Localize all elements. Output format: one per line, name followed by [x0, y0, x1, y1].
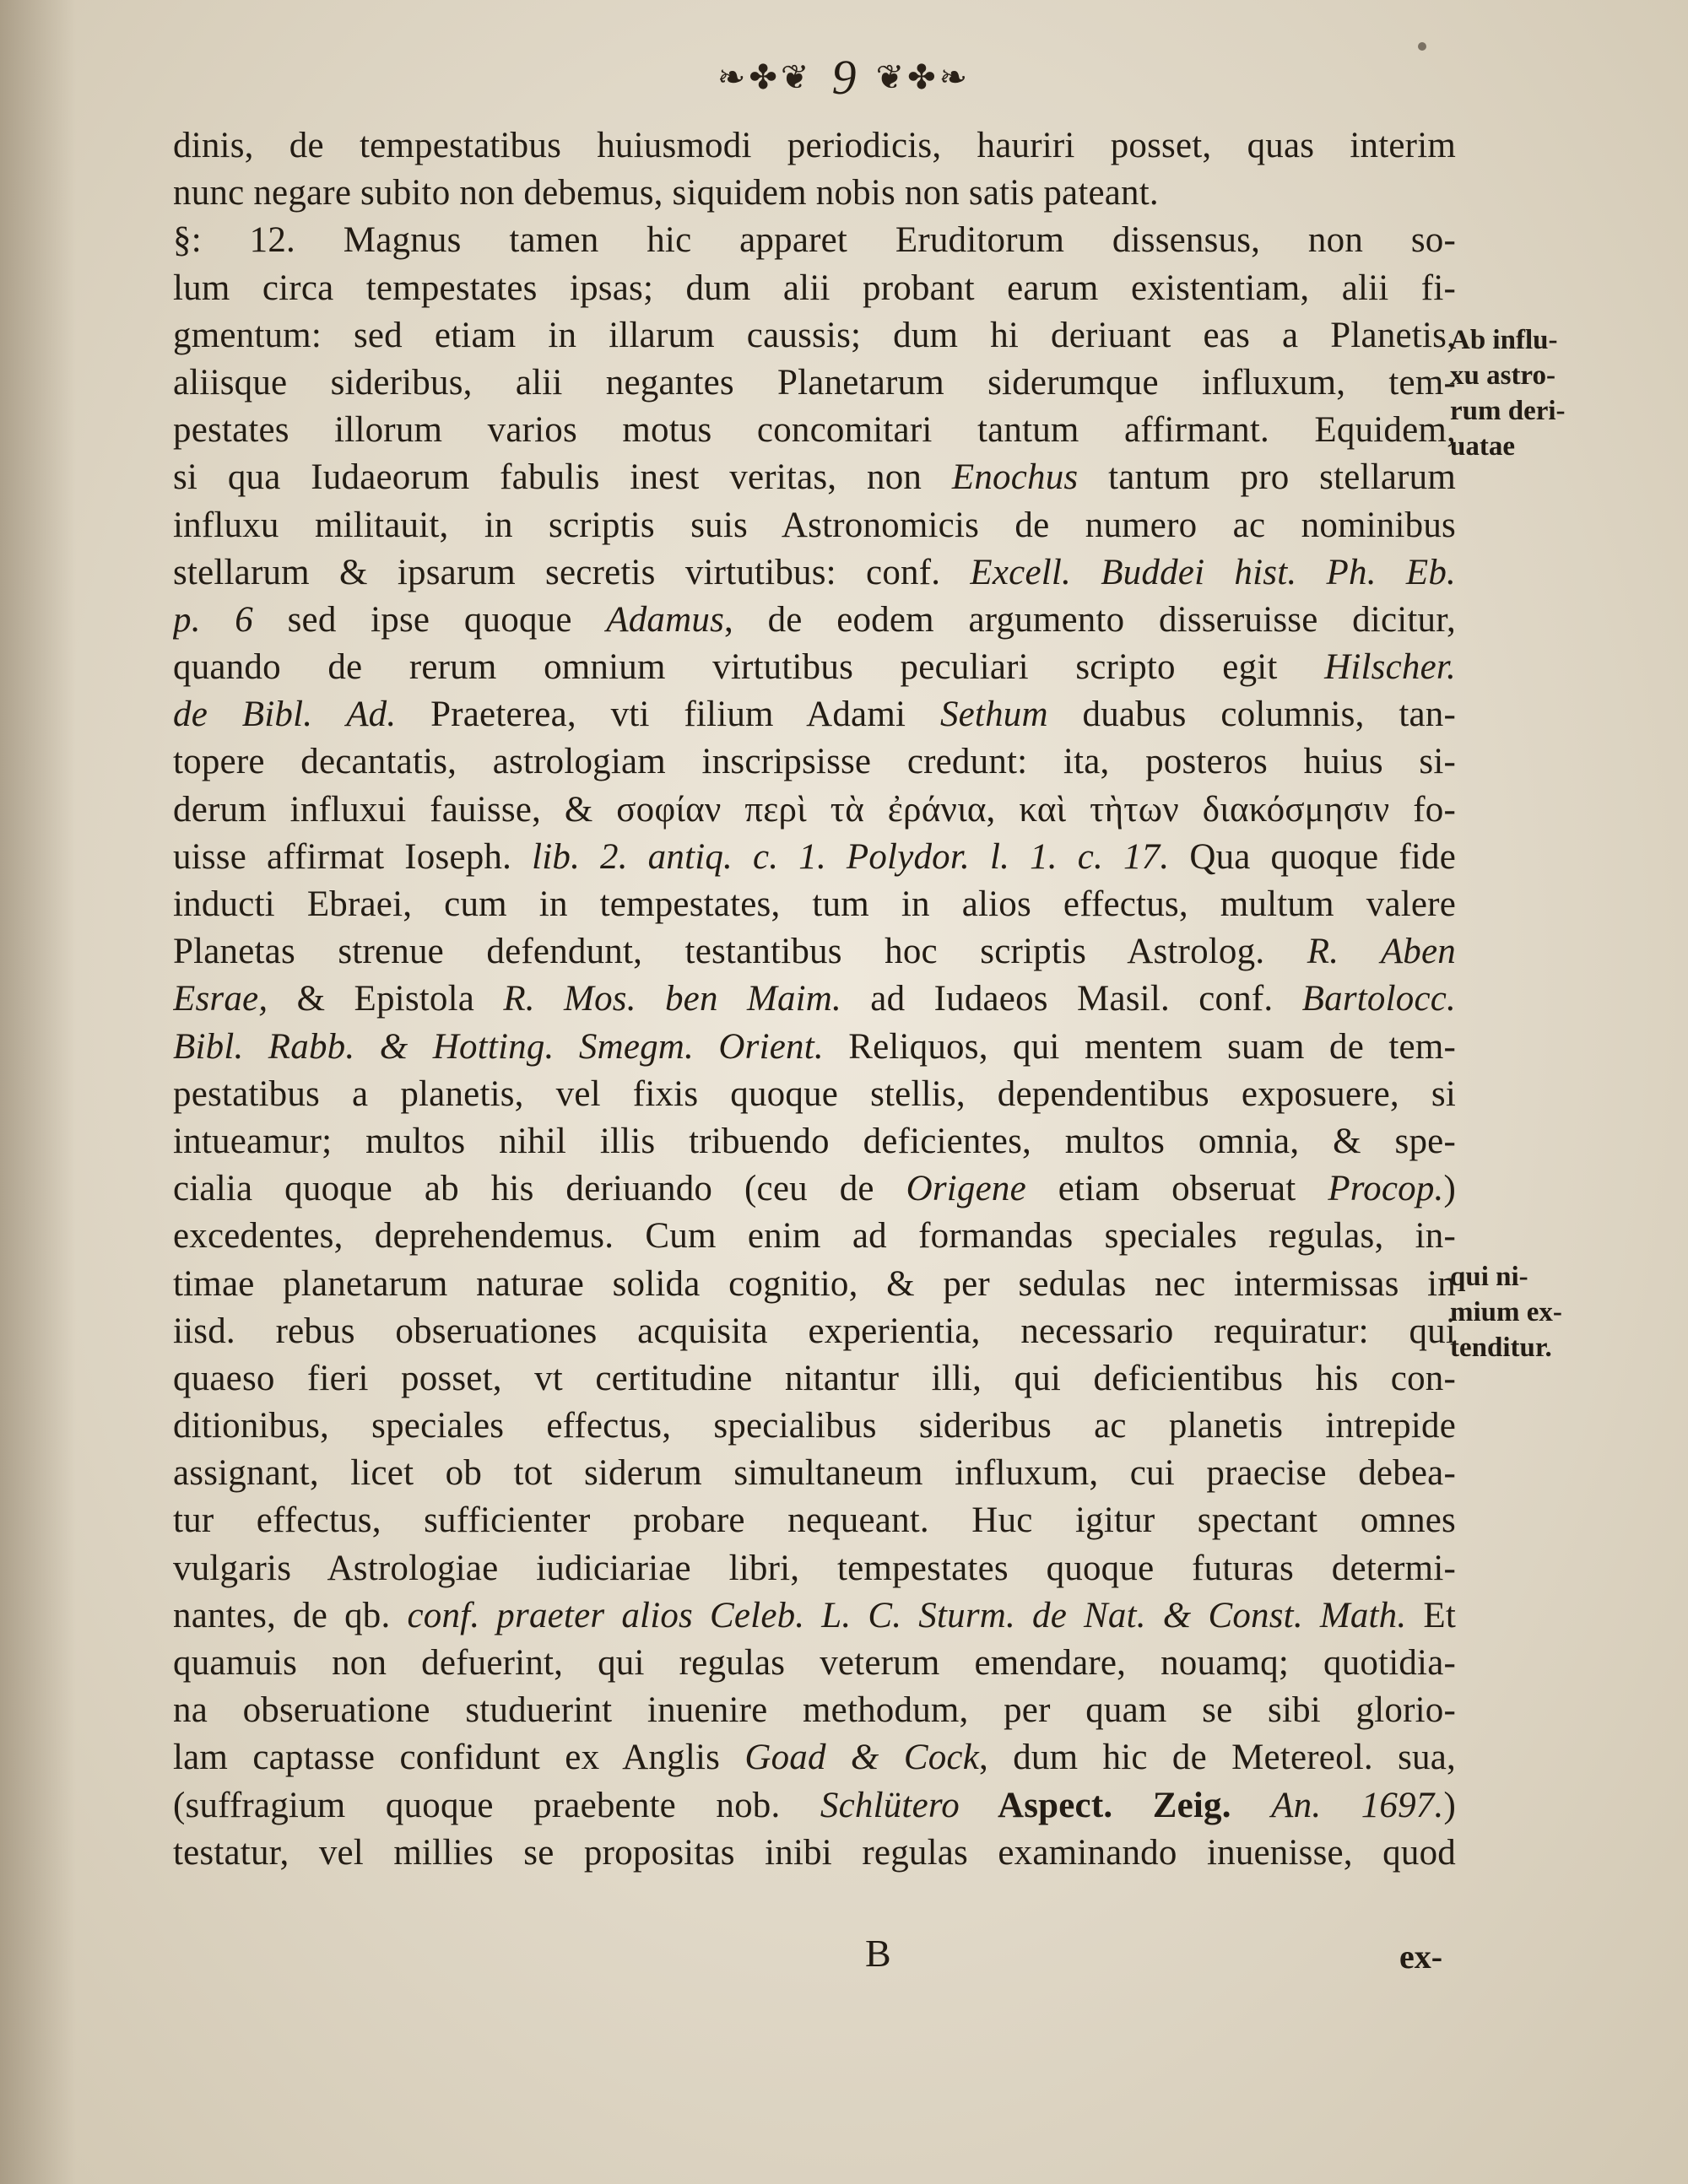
- text-line: [173, 1213, 1456, 1260]
- text-segment: nantes, de qb.: [173, 1595, 408, 1635]
- text-segment: uisse affirmat Ioseph.: [173, 836, 533, 877]
- marginal-note-influxu: [1450, 322, 1619, 464]
- italic-text-segment: Hilscher.: [1324, 647, 1456, 688]
- bold-text-segment: Aspect. Zeig.: [959, 1785, 1231, 1825]
- text-segment: testatur, vel millies se propositas inibi regulas examinando inuenisse, quod: [173, 1832, 1456, 1873]
- text-line: [173, 170, 1456, 217]
- text-line: [173, 359, 1456, 407]
- text-line: [173, 1545, 1456, 1592]
- text-segment: gmentum: sed etiam in illarum caussis; dum hi deriuant eas a Planetis,: [173, 315, 1456, 355]
- italic-text-segment: R. Aben: [1307, 932, 1456, 972]
- marginal-note-line: qui ni-: [1450, 1262, 1528, 1292]
- text-line: [173, 1640, 1456, 1687]
- text-segment: aliisque sideribus, alii negantes Planetarum siderumque influxum, tem-: [173, 362, 1456, 403]
- text-segment: [1231, 1786, 1271, 1825]
- text-segment: assignant, licet ob tot siderum simultaneum influxum, cui praecise debea-: [173, 1453, 1456, 1494]
- italic-text-segment: Schlütero: [820, 1785, 960, 1825]
- page-number: 9: [831, 50, 857, 105]
- text-line: [173, 549, 1456, 597]
- text-line: [173, 881, 1456, 928]
- text-line: [173, 1071, 1456, 1118]
- text-segment: ad Iudaeos Masil. conf.: [841, 979, 1302, 1019]
- text-line: [173, 217, 1456, 264]
- text-line: [173, 1308, 1456, 1355]
- text-line: [173, 502, 1456, 549]
- text-line: [173, 787, 1456, 834]
- italic-text-segment: Bartolocc.: [1301, 979, 1456, 1019]
- italic-text-segment: Procop.: [1328, 1169, 1444, 1209]
- text-segment: , dum hic de Metereol. sua,: [978, 1738, 1456, 1778]
- text-line: [173, 1734, 1456, 1781]
- ornament-right-icon: ❦✤❧: [875, 57, 971, 97]
- italic-text-segment: Esrae,: [173, 979, 268, 1019]
- text-segment: duabus columnis, tan-: [1047, 695, 1456, 735]
- text-segment: quamuis non defuerint, qui regulas veterum emendare, nouamq; quotidia-: [173, 1643, 1456, 1683]
- text-segment: tantum pro stellarum: [1078, 457, 1456, 498]
- text-segment: na obseruatione studuerint inuenire methodum, per quam se sibi glorio-: [173, 1690, 1456, 1731]
- text-line: [173, 1261, 1456, 1308]
- text-segment: intueamur; multos nihil illis tribuendo deficientes, multos omnia, & spe-: [173, 1121, 1456, 1161]
- italic-text-segment: Goad & Cock: [744, 1738, 979, 1778]
- text-line: [173, 1024, 1456, 1071]
- text-line: [173, 1782, 1456, 1830]
- signature-mark: B: [865, 1932, 891, 1975]
- italic-text-segment: Origene: [906, 1169, 1026, 1209]
- text-line: [173, 1687, 1456, 1734]
- marginal-note-line: mium ex-: [1450, 1297, 1562, 1327]
- ornament-left-icon: ❧✤❦: [717, 57, 813, 97]
- text-segment: stellarum & ipsarum secretis virtutibus: conf.: [173, 552, 971, 592]
- text-line: [173, 1497, 1456, 1544]
- italic-text-segment: conf. praeter alios Celeb. L. C. Sturm. de Nat. & Const. Math.: [407, 1595, 1407, 1635]
- text-line: [173, 1830, 1456, 1877]
- text-segment: derum influxui fauisse, & σοφίαν περὶ τὰ ἐράνια, καὶ τὴτων διακόσμησιν fo-: [173, 789, 1456, 830]
- text-line: [173, 454, 1456, 501]
- text-segment: lum circa tempestates ipsas; dum alii probant earum existentiam, alii fi-: [173, 268, 1456, 308]
- marginal-note-line: tenditur.: [1450, 1333, 1552, 1363]
- text-segment: Reliquos, qui mentem suam de tem-: [823, 1026, 1456, 1067]
- italic-text-segment: lib. 2. antiq. c. 1. Polydor. l. 1. c. 17.: [532, 836, 1170, 877]
- text-line: [173, 834, 1456, 881]
- marginal-note-line: uatae: [1450, 431, 1515, 462]
- italic-text-segment: Excell. Buddei hist. Ph. Eb.: [970, 552, 1456, 592]
- text-line: [173, 312, 1456, 359]
- marginal-note-line: rum deri-: [1450, 396, 1566, 426]
- text-segment: Planetas strenue defendunt, testantibus hoc scriptis Astrolog.: [173, 932, 1307, 972]
- text-segment: ): [1443, 1169, 1456, 1209]
- italic-text-segment: Bibl. Rabb. & Hotting. Smegm. Orient.: [173, 1026, 824, 1067]
- text-line: [173, 122, 1456, 170]
- text-line: [173, 597, 1456, 644]
- italic-text-segment: de Bibl. Ad.: [173, 695, 397, 735]
- page-header: [0, 49, 1688, 116]
- italic-text-segment: Enochus: [951, 457, 1079, 498]
- text-segment: excedentes, deprehendemus. Cum enim ad formandas speciales regulas, in-: [173, 1216, 1456, 1257]
- text-line: [173, 1165, 1456, 1213]
- text-segment: cialia quoque ab his deriuando (ceu de: [173, 1169, 906, 1209]
- text-segment: ): [1443, 1785, 1456, 1825]
- text-segment: tur effectus, sufficienter probare nequeant. Huc igitur spectant omnes: [173, 1500, 1456, 1541]
- text-segment: si qua Iudaeorum fabulis inest veritas, non: [173, 457, 952, 498]
- text-segment: Qua quoque fide: [1169, 836, 1456, 877]
- text-line: [173, 1118, 1456, 1165]
- text-segment: §: 12. Magnus tamen hic apparet Eruditorum dissensus, non so-: [173, 220, 1456, 261]
- text-segment: sed ipse quoque: [252, 599, 607, 640]
- text-segment: lam captasse confidunt ex Anglis: [173, 1738, 745, 1778]
- text-segment: ditionibus, speciales effectus, specialibus sideribus ac planetis intrepide: [173, 1406, 1456, 1446]
- text-line: [173, 1403, 1456, 1450]
- text-segment: quando de rerum omnium virtutibus peculiari scripto egit: [173, 647, 1325, 688]
- text-segment: pestates illorum varios motus concomitari tantum affirmant. Equidem,: [173, 410, 1456, 451]
- italic-text-segment: R. Mos. ben Maim.: [503, 979, 842, 1019]
- text-segment: topere decantatis, astrologiam inscripsisse credunt: ita, posteros huius si-: [173, 742, 1456, 782]
- gutter-shadow: [0, 0, 76, 2184]
- italic-text-segment: An. 1697.: [1271, 1785, 1444, 1825]
- text-segment: (suffragium quoque praebente nob.: [173, 1785, 820, 1825]
- text-line: [173, 407, 1456, 454]
- text-line: [173, 1450, 1456, 1497]
- text-segment: timae planetarum naturae solida cognitio, & per sedulas nec intermissas in: [173, 1263, 1456, 1304]
- text-segment: nunc negare subito non debemus, siquidem nobis non satis pateant.: [173, 173, 1159, 214]
- text-segment: vulgaris Astrologiae iudiciariae libri, tempestates quoque futuras determi-: [173, 1548, 1456, 1588]
- main-text-block: [173, 122, 1456, 1877]
- text-segment: Et: [1406, 1595, 1456, 1635]
- marginal-note-line: xu astro-: [1450, 360, 1555, 391]
- text-line: [173, 976, 1456, 1023]
- text-segment: & Epistola: [268, 979, 504, 1019]
- text-line: [173, 265, 1456, 312]
- text-segment: influxu militauit, in scriptis suis Astronomicis de numero ac nominibus: [173, 505, 1456, 545]
- text-line: [173, 691, 1456, 738]
- text-segment: iisd. rebus obseruationes acquisita experientia, necessario requiratur: qui: [173, 1311, 1456, 1351]
- text-segment: , de eodem argumento disseruisse dicitur,: [724, 599, 1456, 640]
- italic-text-segment: Adamus: [606, 599, 725, 640]
- text-line: [173, 1355, 1456, 1403]
- catchword: ex-: [1399, 1938, 1443, 1976]
- text-segment: dinis, de tempestatibus huiusmodi periodicis, hauriri posset, quas interim: [173, 126, 1456, 165]
- marginal-note-line: Ab influ-: [1450, 325, 1558, 355]
- text-segment: pestatibus a planetis, vel fixis quoque stellis, dependentibus exposuere, si: [173, 1073, 1456, 1114]
- italic-text-segment: p. 6: [173, 599, 253, 640]
- text-segment: quaeso fieri posset, vt certitudine nitantur illi, qui deficientibus his con-: [173, 1358, 1456, 1398]
- text-line: [173, 1592, 1456, 1640]
- text-segment: etiam obseruat: [1025, 1169, 1328, 1209]
- text-segment: Praeterea, vti filium Adami: [396, 695, 940, 735]
- marginal-note-nimium: [1450, 1259, 1619, 1365]
- text-line: [173, 644, 1456, 691]
- italic-text-segment: Sethum: [939, 695, 1048, 735]
- text-segment: inducti Ebraei, cum in tempestates, tum in alios effectus, multum valere: [173, 884, 1456, 924]
- text-line: [173, 928, 1456, 976]
- text-line: [173, 738, 1456, 786]
